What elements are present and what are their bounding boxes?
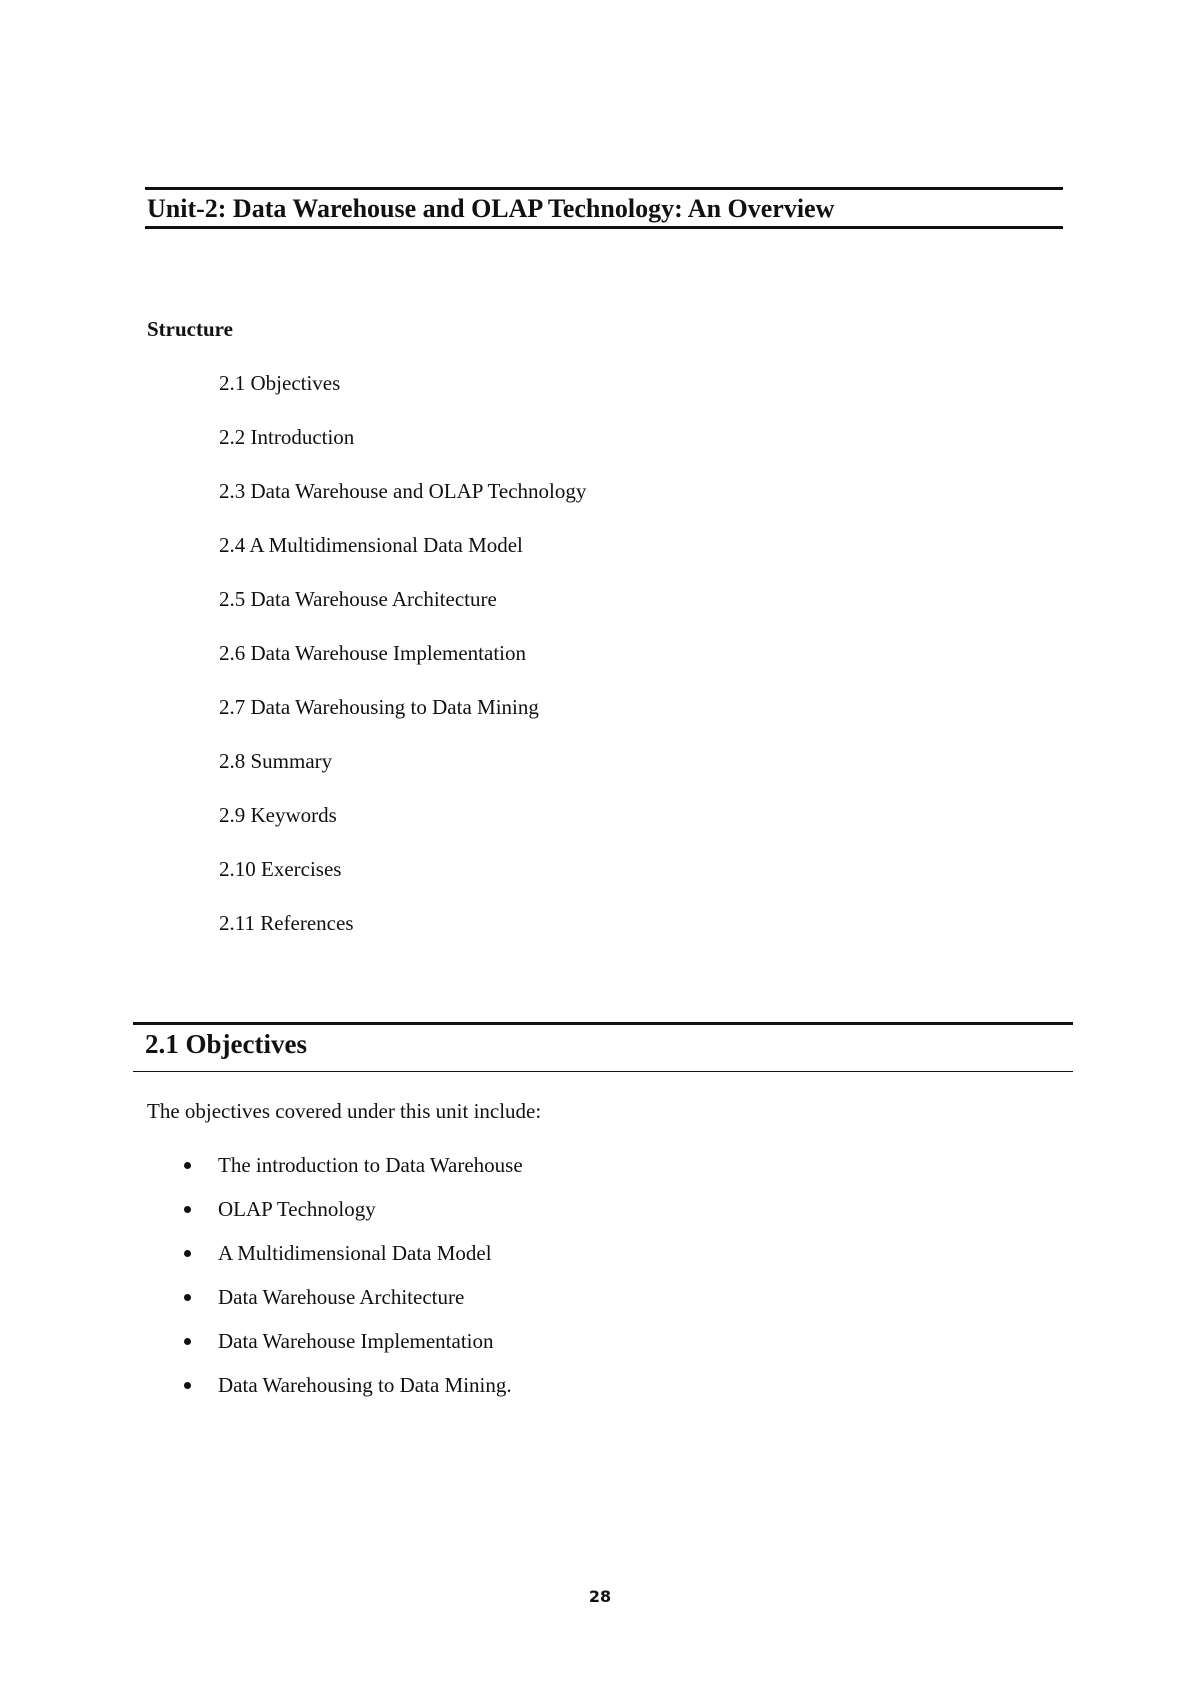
objective-text: Data Warehouse Architecture	[218, 1285, 465, 1309]
objective-text: The introduction to Data Warehouse	[218, 1153, 523, 1177]
structure-item: 2.6 Data Warehouse Implementation	[219, 641, 526, 665]
objectives-intro: The objectives covered under this unit include:	[147, 1099, 542, 1123]
objectives-section-header	[133, 1022, 1073, 1072]
structure-list	[219, 371, 586, 965]
objective-text: OLAP Technology	[218, 1197, 376, 1221]
structure-item: 2.4 A Multidimensional Data Model	[219, 533, 523, 557]
structure-heading: Structure	[147, 317, 233, 341]
structure-item: 2.2 Introduction	[219, 425, 355, 449]
page-number: 28	[588, 1587, 612, 1606]
structure-item: 2.3 Data Warehouse and OLAP Technology	[219, 479, 587, 503]
structure-item: 2.11 References	[219, 911, 354, 935]
bullet-icon	[184, 1294, 191, 1301]
objective-text: A Multidimensional Data Model	[218, 1241, 492, 1265]
structure-item: 2.10 Exercises	[219, 857, 342, 881]
unit-title: Unit-2: Data Warehouse and OLAP Technology: An Overview	[147, 194, 835, 223]
bullet-icon	[184, 1382, 191, 1389]
objective-text: Data Warehousing to Data Mining.	[218, 1373, 512, 1397]
bullet-icon	[184, 1206, 191, 1213]
unit-title-block	[145, 187, 1063, 229]
bullet-icon	[184, 1250, 191, 1257]
objectives-title: 2.1 Objectives	[145, 1029, 307, 1059]
bullet-icon	[184, 1338, 191, 1345]
objective-text: Data Warehouse Implementation	[218, 1329, 494, 1353]
structure-item: 2.8 Summary	[219, 749, 333, 773]
bullet-icon	[184, 1162, 191, 1169]
structure-item: 2.9 Keywords	[219, 803, 337, 827]
structure-item: 2.1 Objectives	[219, 371, 341, 395]
structure-item: 2.5 Data Warehouse Architecture	[219, 587, 497, 611]
structure-item: 2.7 Data Warehousing to Data Mining	[219, 695, 539, 719]
